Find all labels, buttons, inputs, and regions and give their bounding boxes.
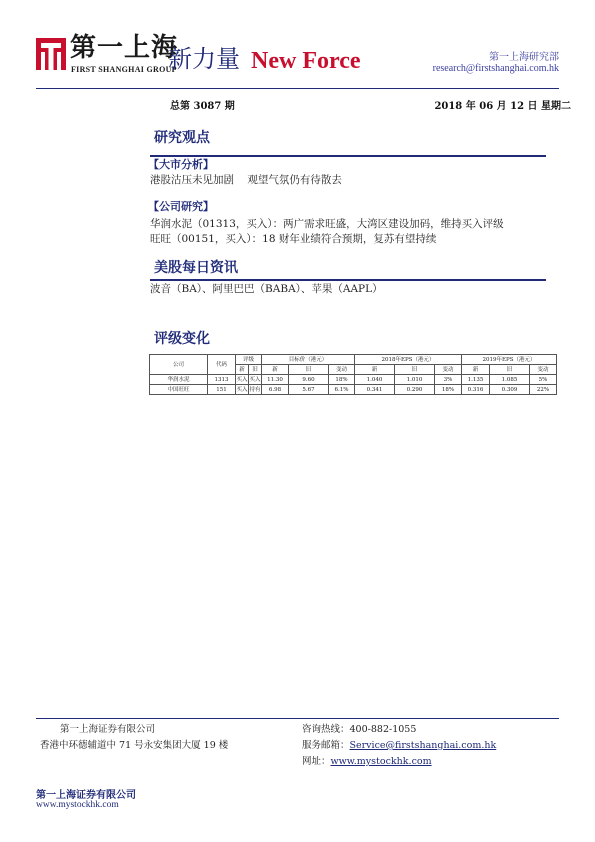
table-header-cell: 新 [462, 365, 490, 375]
publication-title-cn: 新力量 [168, 45, 240, 73]
table-header-row [150, 355, 557, 365]
publication-title-en: New Force [251, 48, 361, 74]
table-cell: 6.1% [329, 385, 355, 395]
header-divider [36, 88, 559, 89]
bottom-company-name: 第一上海证券有限公司 [36, 790, 136, 801]
table-cell: 1.135 [462, 375, 490, 385]
research-email[interactable]: research@firstshanghai.com.hk [432, 63, 559, 74]
table-cell: 18% [329, 375, 355, 385]
hotline-number: 400-882-1055 [349, 724, 417, 735]
table-cell: 9.60 [289, 375, 329, 385]
footer-service-email [302, 740, 496, 752]
company-research-line: 华润水泥（01313，买入）：两广需求旺盛，大湾区建设加码，维持买入评级 [150, 218, 504, 230]
company-research-label: 【公司研究】 [148, 200, 214, 213]
logo-mark-icon [36, 38, 66, 70]
table-cell: 6.98 [262, 385, 289, 395]
footer-divider [36, 718, 559, 719]
table-header-cell: 2019年EPS（港元） [462, 355, 557, 365]
table-header-cell: 2018年EPS（港元） [355, 355, 462, 365]
table-header-cell: 评级 [236, 355, 262, 365]
publish-date: 2018 年 06 月 12 日 星期二 [434, 101, 571, 112]
table-header-cell: 公司 [150, 355, 208, 375]
table-cell: 18% [435, 385, 462, 395]
us-news-text: 波音（BA）、阿里巴巴（BABA）、苹果（AAPL） [150, 283, 383, 295]
table-row [150, 375, 557, 385]
table-header-cell: 旧 [490, 365, 530, 375]
table-cell: 0.341 [355, 385, 395, 395]
footer-website [302, 756, 432, 768]
logo-english-name: FIRST SHANGHAI GROUP [71, 65, 177, 74]
footer-company-name: 第一上海证券有限公司 [60, 724, 156, 735]
table-cell: 3% [435, 375, 462, 385]
table-cell: 买入 [236, 386, 248, 393]
section-title-us-news: 美股每日资讯 [154, 260, 238, 276]
table-cell: 11.30 [262, 375, 289, 385]
table-header-cell: 新 [262, 365, 289, 375]
table-header-cell: 旧 [249, 365, 262, 375]
table-header-cell: 旧 [289, 365, 329, 375]
table-cell: 5% [530, 375, 557, 385]
table-cell: 持有 [249, 386, 261, 393]
issue-number: 总第 3087 期 [170, 101, 235, 112]
website-label: 网址： [302, 756, 331, 767]
market-analysis-text: 港股沽压未见加剧 观望气氛仍有待散去 [150, 174, 342, 186]
footer-hotline [302, 724, 416, 736]
table-cell: 5.67 [289, 385, 329, 395]
website-link[interactable]: www.mystockhk.com [330, 756, 432, 767]
logo-chinese-name: 第一上海 [70, 33, 179, 63]
hotline-label: 咨询热线： [302, 724, 350, 735]
table-cell: 0.316 [462, 385, 490, 395]
table-cell: 1.085 [490, 375, 530, 385]
table-header-cell: 变动 [530, 365, 557, 375]
table-header-cell: 新 [355, 365, 395, 375]
table-cell: 22% [530, 385, 557, 395]
table-cell: 中国旺旺 [150, 385, 208, 395]
table-header-cell: 旧 [395, 365, 435, 375]
table-cell: 151 [208, 385, 236, 395]
section-title-research: 研究观点 [154, 130, 210, 146]
bottom-website[interactable]: www.mystockhk.com [36, 800, 119, 810]
table-header-cell: 新 [236, 365, 249, 375]
table-cell: 华润水泥 [150, 375, 208, 385]
table-cell: 0.309 [490, 385, 530, 395]
table-cell: 0.290 [395, 385, 435, 395]
table-cell: 1.010 [395, 375, 435, 385]
footer-address: 香港中环德辅道中 71 号永安集团大厦 19 楼 [40, 740, 229, 751]
table-cell: 1313 [208, 375, 236, 385]
table-header-cell: 变动 [329, 365, 355, 375]
company-research-line: 旺旺（00151，买入）：18 财年业绩符合预期，复苏有望持续 [150, 233, 437, 245]
table-cell: 买入 [249, 376, 261, 383]
table-header-cell: 代码 [208, 355, 236, 375]
section-title-rating: 评级变化 [154, 331, 210, 347]
table-cell: 买入 [236, 376, 248, 383]
market-analysis-label: 【大市分析】 [148, 158, 214, 171]
rating-change-table [149, 354, 557, 395]
section-divider [150, 155, 546, 157]
department-name: 第一上海研究部 [489, 52, 559, 63]
service-email-label: 服务邮箱： [302, 740, 350, 751]
service-email-link[interactable]: Service@firstshanghai.com.hk [349, 740, 497, 751]
section-divider [150, 279, 546, 281]
table-row [150, 385, 557, 395]
table-header-cell: 目标价（港元） [262, 355, 355, 365]
table-header-cell: 变动 [435, 365, 462, 375]
table-cell: 1.040 [355, 375, 395, 385]
